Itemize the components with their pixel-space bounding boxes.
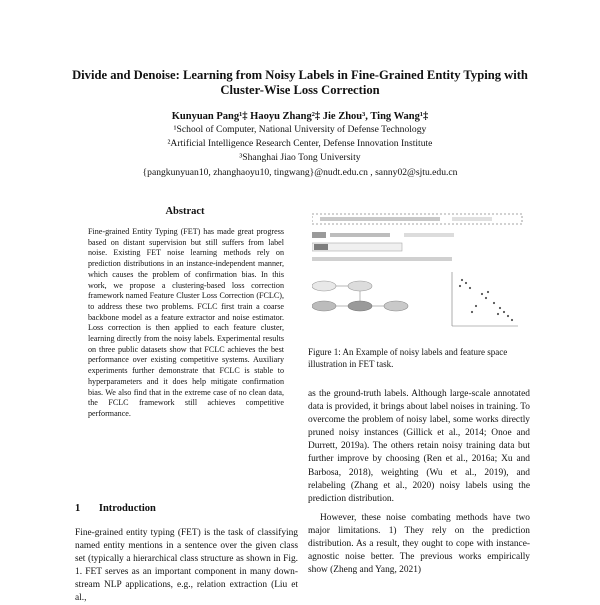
hierarchy-node-2	[348, 281, 372, 291]
hierarchy-node	[312, 281, 336, 291]
paper-title: Divide and Denoise: Learning from Noisy Labels in Fine-Grained Entity Typing with Cluster-Wise Loss Correction	[72, 68, 528, 97]
intro-left-column	[75, 527, 298, 605]
section-heading	[75, 503, 156, 514]
sentence-bar-2	[452, 217, 492, 221]
label-text-bar	[330, 233, 390, 237]
affiliation-3: ³Shanghai Jiao Tong University	[239, 152, 361, 163]
figure-1	[312, 208, 524, 338]
figure-caption: Figure 1: An Example of noisy labels and feature space illustration in FET task.	[308, 347, 508, 369]
section-number: 1	[75, 503, 81, 514]
type-bar	[312, 257, 452, 261]
abstract-heading: Abstract	[165, 206, 205, 217]
feature-points	[459, 279, 513, 321]
sentence-bar	[320, 217, 440, 221]
intro-right-column	[308, 388, 530, 577]
intro-paragraph: Fine-grained entity typing (FET) is the task of classifying named entity mentions in a sentence over the given class set (typically a hierarchical class structure as shown in Fig. 1. FET serves as an important component in many down-stream NLP applications, e.g., relation extraction (Liu et al.,	[75, 528, 298, 603]
hierarchy-node-3	[312, 301, 336, 311]
affiliation-2: ²Artificial Intelligence Research Center, Defense Innovation Institute	[167, 138, 433, 149]
author-list: Kunyuan Pang¹‡ Haoyu Zhang²‡ Jie Zhou³, Ting Wang¹‡	[171, 111, 429, 122]
hierarchy-node-4	[348, 301, 372, 311]
figure-1-illustration	[312, 208, 524, 338]
right-paragraph-2: However, these noise combating methods have two major limitations. 1) They rely on the prediction distribution. As a result, they ought to cope with instance-agnostic noise better. The previous works empirically show (Zheng and Yang, 2021)	[308, 512, 530, 576]
section-title: Introduction	[98, 503, 156, 514]
label-chip	[312, 232, 326, 238]
right-paragraph-1: as the ground-truth labels. Although large-scale annotated data is provided, it brings about label noises in training. To overcome the problem of noisy label, some works directly pruned noisy instances (Gillick et al., 2014; Onoe and Durrett, 2019a). The others retain noisy training data but further improve by choosing (Ren et al., 2016a; Xu and Barbosa, 2018), weighting (Wu et al., 2019), and relabeling (Zhang et al., 2020) noisy labels using the prediction distribution.	[308, 389, 530, 504]
author-emails: {pangkunyuan10, zhanghaoyu10, tingwang}@nudt.edu.cn , sanny02@sjtu.edu.cn	[142, 167, 458, 178]
label-text-bar-2	[404, 233, 454, 237]
class-chip	[314, 244, 328, 250]
abstract-body: Fine-grained Entity Typing (FET) has made great progress based on distant supervision but still suffers from label noise. Existing FET noise learning methods rely on prediction distributions in an instance-independent manner, which causes the problem of confirmation bias. In this work, we propose a clustering-based loss correction framework named Feature Cluster Loss Correction (FCLC), to address these two problems. FCLC first train a coarse backbone model as a feature extractor and noise estimator. Loss correction is then applied to each feature cluster, learning directly from the noisy labels. Experimental results on three public datasets show that FCLC achieves the best performance over existing competitive systems. Auxiliary experiments further demonstrate that FCLC is stable to hyperparameters and it does help mitigate confirmation bias. We also find that in the extreme case of no clean data, the FCLC framework still achieves competitive performance.	[88, 227, 284, 418]
hierarchy-node-5	[384, 301, 408, 311]
affiliation-1: ¹School of Computer, National University of Defense Technology	[173, 124, 427, 135]
